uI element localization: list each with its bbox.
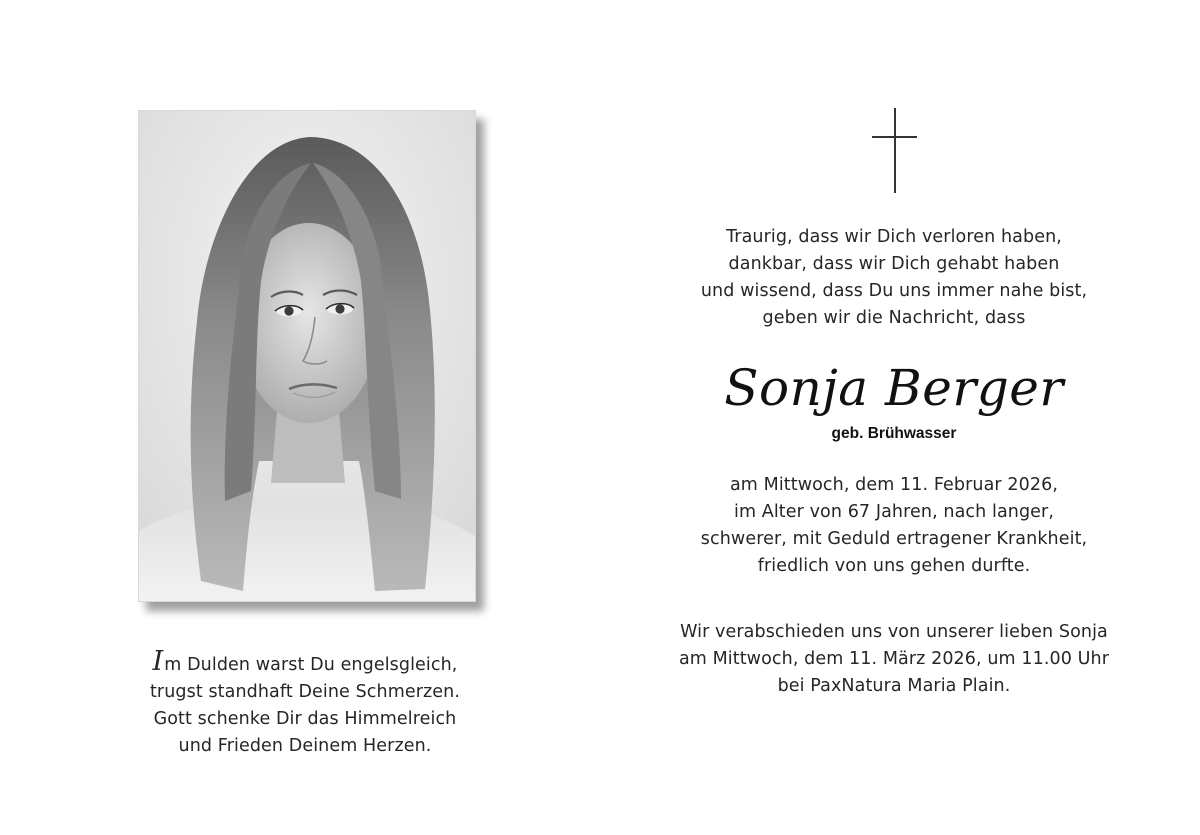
poem-line-3: Gott schenke Dir das Himmelreich — [153, 709, 457, 729]
cross-vertical-bar — [894, 108, 896, 193]
poem-line-2: trugst standhaft Deine Schmerzen. — [149, 682, 461, 702]
intro-line-4: geben wir die Nachricht, dass — [762, 308, 1026, 328]
poem-line-4: und Frieden Deinem Herzen. — [178, 736, 432, 756]
cross-icon — [872, 108, 917, 193]
portrait-icon — [139, 111, 475, 601]
details-line-2: im Alter von 67 Jahren, nach langer, — [733, 502, 1054, 522]
details-line-3: schwerer, mit Geduld ertragener Krankheit, — [700, 529, 1088, 549]
farewell-info — [640, 619, 1148, 700]
poem-line-1-text: m Dulden warst Du engelsgleich, — [164, 655, 458, 675]
details-line-1: am Mittwoch, dem 11. Februar 2026, — [729, 475, 1058, 495]
maiden-name: geb. Brühwasser — [831, 425, 957, 442]
poem-initial: I — [152, 646, 164, 677]
memorial-poem — [100, 646, 510, 760]
intro-text — [640, 224, 1148, 332]
intro-line-1: Traurig, dass wir Dich verloren haben, — [726, 227, 1062, 247]
deceased-name: Sonja Berger — [724, 359, 1064, 417]
death-details — [640, 472, 1148, 580]
intro-line-2: dankbar, dass wir Dich gehabt haben — [728, 254, 1060, 274]
cross-horizontal-bar — [872, 136, 917, 138]
farewell-line-2: am Mittwoch, dem 11. März 2026, um 11.00 Uhr — [678, 649, 1110, 669]
intro-line-3: und wissend, dass Du uns immer nahe bist, — [700, 281, 1088, 301]
farewell-line-3: bei PaxNatura Maria Plain. — [777, 676, 1011, 696]
portrait-photo — [138, 110, 476, 602]
poem-line-1 — [100, 646, 510, 679]
details-line-4: friedlich von uns gehen durfte. — [757, 556, 1031, 576]
farewell-line-1: Wir verabschieden uns von unserer lieben Sonja — [680, 622, 1108, 642]
